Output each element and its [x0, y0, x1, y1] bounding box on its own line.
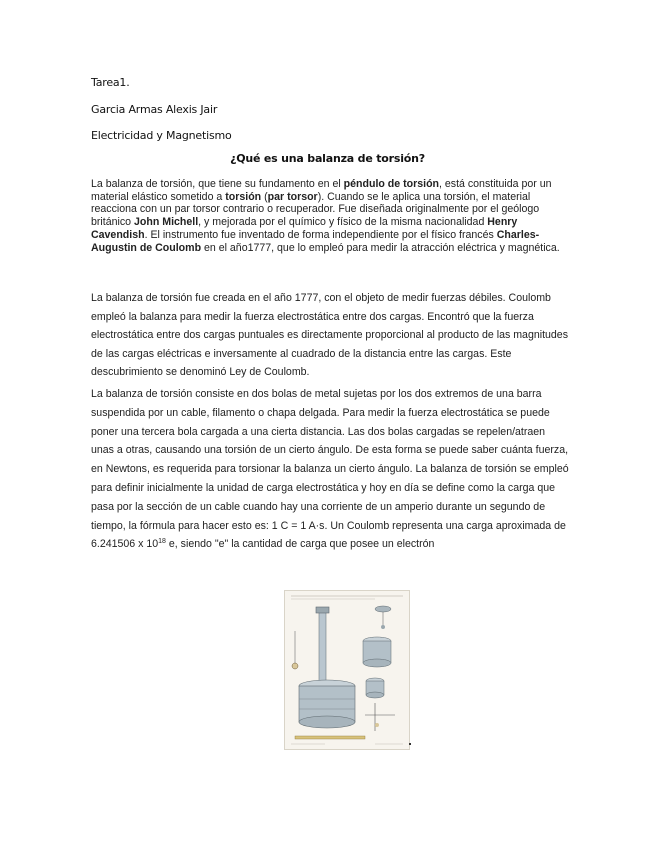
paragraph-1: La balanza de torsión, que tiene su fundamento en el péndulo de torsión, está constituida por un material elástico sometido a torsión (par torsor). Cuando se le aplica una torsión, el material reacciona con un par torsor contrario o recuperador. Fue diseñada originalmente por el geólogo británico John Michell, y mejorada por el químico y físico de la misma nacionalidad Henry Cavendish. El instrumento fue inventado de forma independiente por el físico francés Charles-Augustin de Coulomb en el año1777, que lo empleó para medir la atracción eléctrica y magnética.	[91, 178, 560, 254]
term-torsion: torsión	[225, 190, 262, 203]
page-title: ¿Qué es una balanza de torsión?	[230, 152, 425, 165]
course-subject: Electricidad y Magnetismo	[91, 129, 232, 142]
torsion-balance-illustration	[284, 590, 410, 750]
name-coulomb: Charles-Augustin de Coulomb	[91, 228, 540, 254]
torsion-balance-drawing	[285, 591, 409, 749]
figure-mark	[409, 743, 411, 745]
paragraph-3: La balanza de torsión consiste en dos bolas de metal sujetas por los dos extremos de una barra suspendida por un cable, filamento o chapa delgada. Para medir la fuerza electrostática se puede poner una tercera bola cargada a una cierta distancia. Las dos bolas cargadas se repelen/atraen unas a otras, causando una torsión de un cierto ángulo. De esta forma se puede saber cuánta fuerza, en Newtons, es requerida para torsionar la balanza un cierto ángulo. La balanza de torsión se empleó para definir inicialmente la unidad de carga electrostática y hoy en día se define como la carga que pasa por la sección de un cable cuando hay una corriente de un amperio durante un segundo de tiempo, la fórmula para hacer esto es: 1 C = 1 A·s. Un Coulomb representa una carga aproximada de 6.241506 x $10^{18}$ e, siendo "e" la cantidad de carga que posee un electrón	[91, 388, 569, 551]
task-label: Tarea1.	[91, 76, 130, 89]
exponent: 18	[158, 538, 166, 546]
author-name: Garcia Armas Alexis Jair	[91, 103, 218, 116]
name-john-michell: John Michell	[134, 216, 199, 229]
paragraph-2: La balanza de torsión fue creada en el año 1777, con el objeto de medir fuerzas débiles. Coulomb empleó la balanza para medir la fuerza electrostática entre dos cargas. Encontró que la fuerza electrostática entre dos cargas puntuales es directamente proporcional al producto de las magnitudes de las cargas eléctricas e inversamente al cuadrado de la distancia entre las cargas. Este descubrimiento se denominó Ley de Coulomb.	[91, 292, 568, 378]
name-henry-cavendish: Henry Cavendish	[91, 216, 518, 241]
term-pendulo: péndulo de torsión	[343, 178, 440, 190]
term-par-torsor: par torsor	[267, 190, 318, 203]
